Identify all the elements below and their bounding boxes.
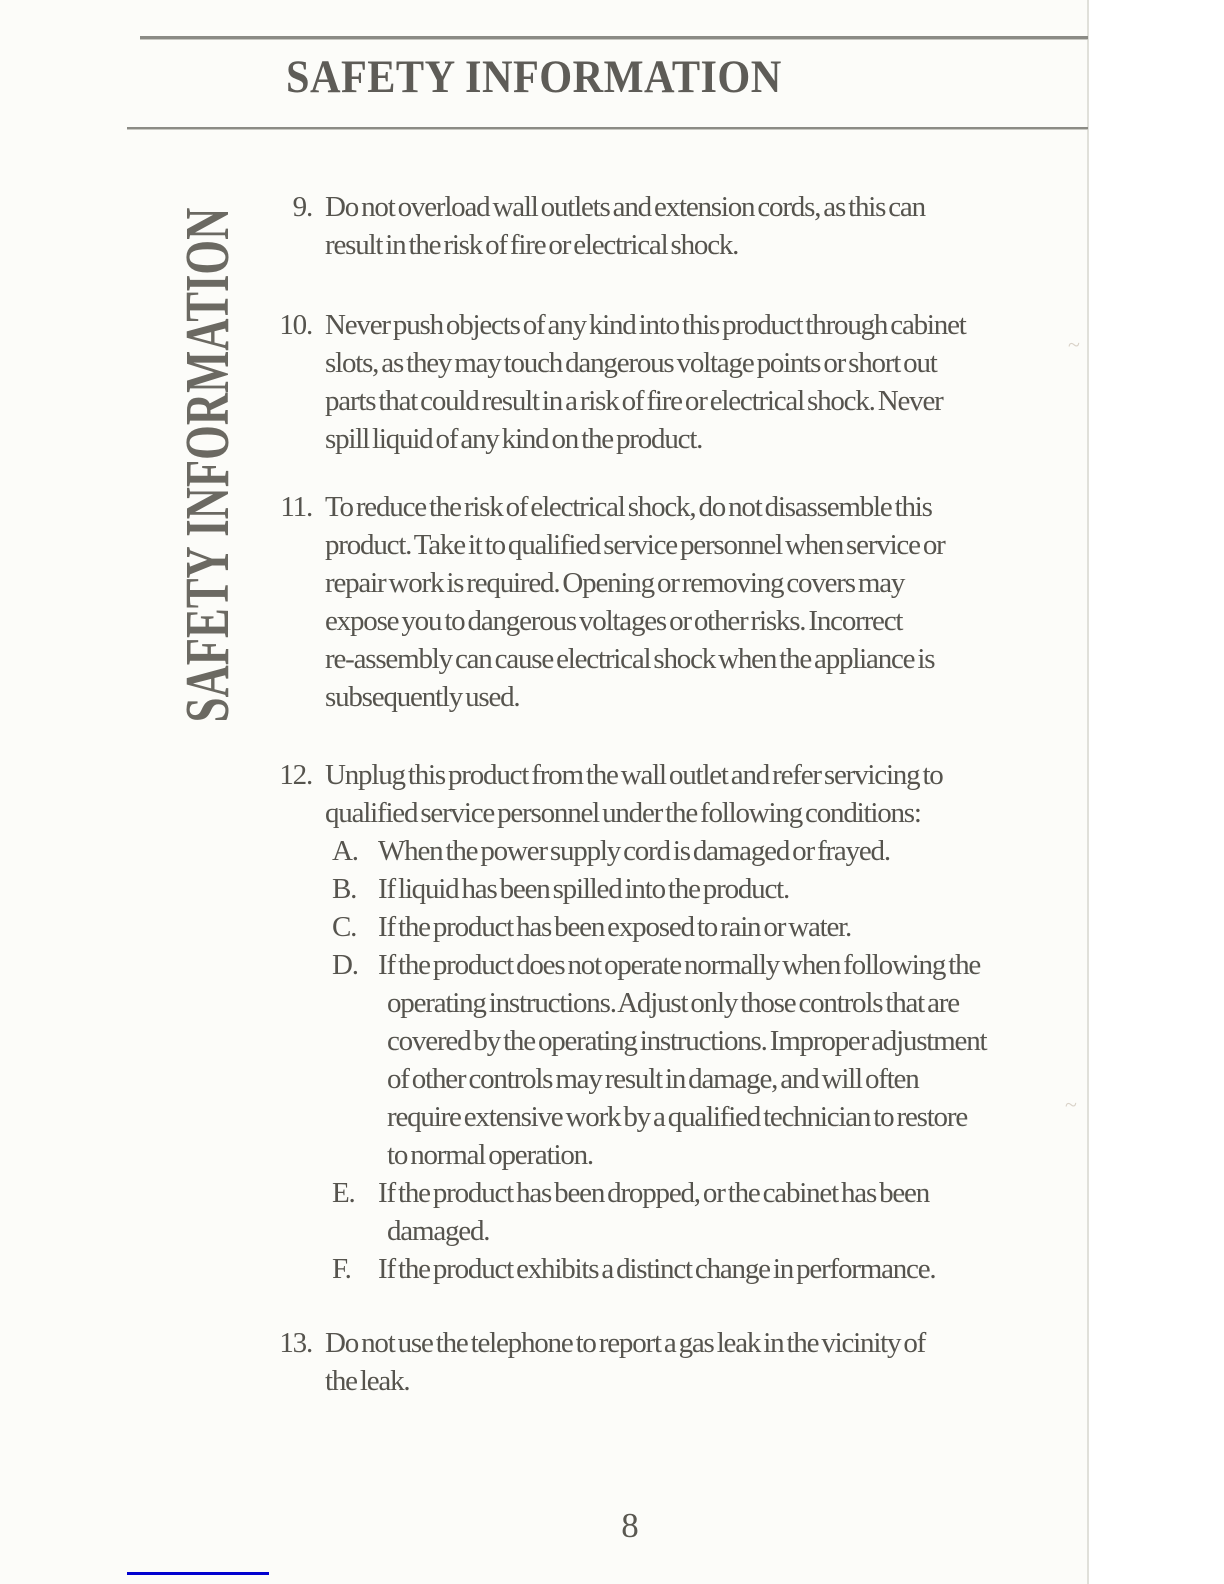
sub-item-text-line: If the product does not operate normally when following the <box>378 949 981 981</box>
sub-item-text-line: operating instructions. Adjust only those controls that are <box>387 987 959 1019</box>
list-item <box>278 1324 1078 1400</box>
sub-item-text-line: to normal operation. <box>387 1139 593 1171</box>
sub-item <box>325 1250 1078 1288</box>
item-text-line: re-assembly can cause electrical shock when the appliance is <box>325 643 935 675</box>
sub-item-letter: C. <box>332 911 357 943</box>
page-title: SAFETY INFORMATION <box>286 51 782 103</box>
sub-item <box>325 870 1078 908</box>
item-text-line: Unplug this product from the wall outlet and refer servicing to <box>325 759 943 791</box>
list-item <box>278 488 1078 716</box>
sub-item <box>325 908 1078 946</box>
item-number: 12. <box>279 759 312 791</box>
item-text-line: Do not overload wall outlets and extension cords, as this can <box>325 191 925 223</box>
item-text-line: slots, as they may touch dangerous voltage points or short out <box>325 347 937 379</box>
list-item <box>278 756 1078 1288</box>
item-number: 10. <box>279 309 312 341</box>
item-body <box>325 488 1078 716</box>
sub-item-text-line: When the power supply cord is damaged or frayed. <box>378 835 890 867</box>
sub-item-body <box>378 946 1078 1174</box>
sub-item-text-line: If the product has been exposed to rain or water. <box>378 911 852 943</box>
page-number: 8 <box>621 1506 639 1545</box>
item-text-line: repair work is required. Opening or removing covers may <box>325 567 905 599</box>
sub-item-text-line: If the product has been dropped, or the cabinet has been <box>378 1177 930 1209</box>
item-number: 13. <box>279 1327 312 1359</box>
item-text-line: qualified service personnel under the following conditions: <box>325 797 921 829</box>
sub-item-text-line: of other controls may result in damage, and will often <box>387 1063 919 1095</box>
sub-item-letter: D. <box>332 949 358 981</box>
bottom-accent-line <box>127 1572 269 1575</box>
sub-item-body <box>378 1250 1078 1288</box>
item-number: 9. <box>292 191 312 223</box>
sub-item-letter: B. <box>332 873 357 905</box>
item-number: 11. <box>280 491 312 523</box>
item-text-line: Do not use the telephone to report a gas leak in the vicinity of <box>325 1327 926 1359</box>
sub-item <box>325 946 1078 1174</box>
sidebar-vertical-label: SAFETY INFORMATION <box>174 207 242 723</box>
item-body <box>325 306 1078 458</box>
sub-item-body <box>378 870 1078 908</box>
sub-item-letter: F. <box>332 1253 351 1285</box>
item-text-line: subsequently used. <box>325 681 520 713</box>
sub-item <box>325 1174 1078 1250</box>
list-item <box>278 188 1078 264</box>
item-text-line: product. Take it to qualified service personnel when service or <box>325 529 945 561</box>
sub-item-letter: E. <box>332 1177 355 1209</box>
sub-item-body <box>378 832 1078 870</box>
sub-item-body <box>378 1174 1078 1250</box>
sub-item-text-line: require extensive work by a qualified technician to restore <box>387 1101 967 1133</box>
sub-item <box>325 832 1078 870</box>
item-body <box>325 188 1078 264</box>
sub-item-text-line: damaged. <box>387 1215 490 1247</box>
scan-artifact: ~ <box>1065 1092 1077 1117</box>
item-text-line: spill liquid of any kind on the product. <box>325 423 703 455</box>
safety-list <box>278 0 1078 1400</box>
scanned-page-edge <box>1087 0 1224 1584</box>
item-text-line: the leak. <box>325 1365 410 1397</box>
item-text-line: expose you to dangerous voltages or other risks. Incorrect <box>325 605 903 637</box>
item-text-line: To reduce the risk of electrical shock, do not disassemble this <box>325 491 932 523</box>
sub-item-text-line: If the product exhibits a distinct change in performance. <box>378 1253 936 1285</box>
sub-item-text-line: If liquid has been spilled into the product. <box>378 873 790 905</box>
item-text-line: parts that could result in a risk of fire or electrical shock. Never <box>325 385 943 417</box>
item-body <box>325 756 1078 1288</box>
sub-item-text-line: covered by the operating instructions. Improper adjustment <box>387 1025 987 1057</box>
list-item <box>278 306 1078 458</box>
scan-artifact: ~ <box>1068 332 1080 357</box>
item-text-line: result in the risk of fire or electrical shock. <box>325 229 739 261</box>
sub-item-body <box>378 908 1078 946</box>
sub-item-letter: A. <box>332 835 358 867</box>
item-text-line: Never push objects of any kind into this product through cabinet <box>325 309 966 341</box>
item-body <box>325 1324 1078 1400</box>
